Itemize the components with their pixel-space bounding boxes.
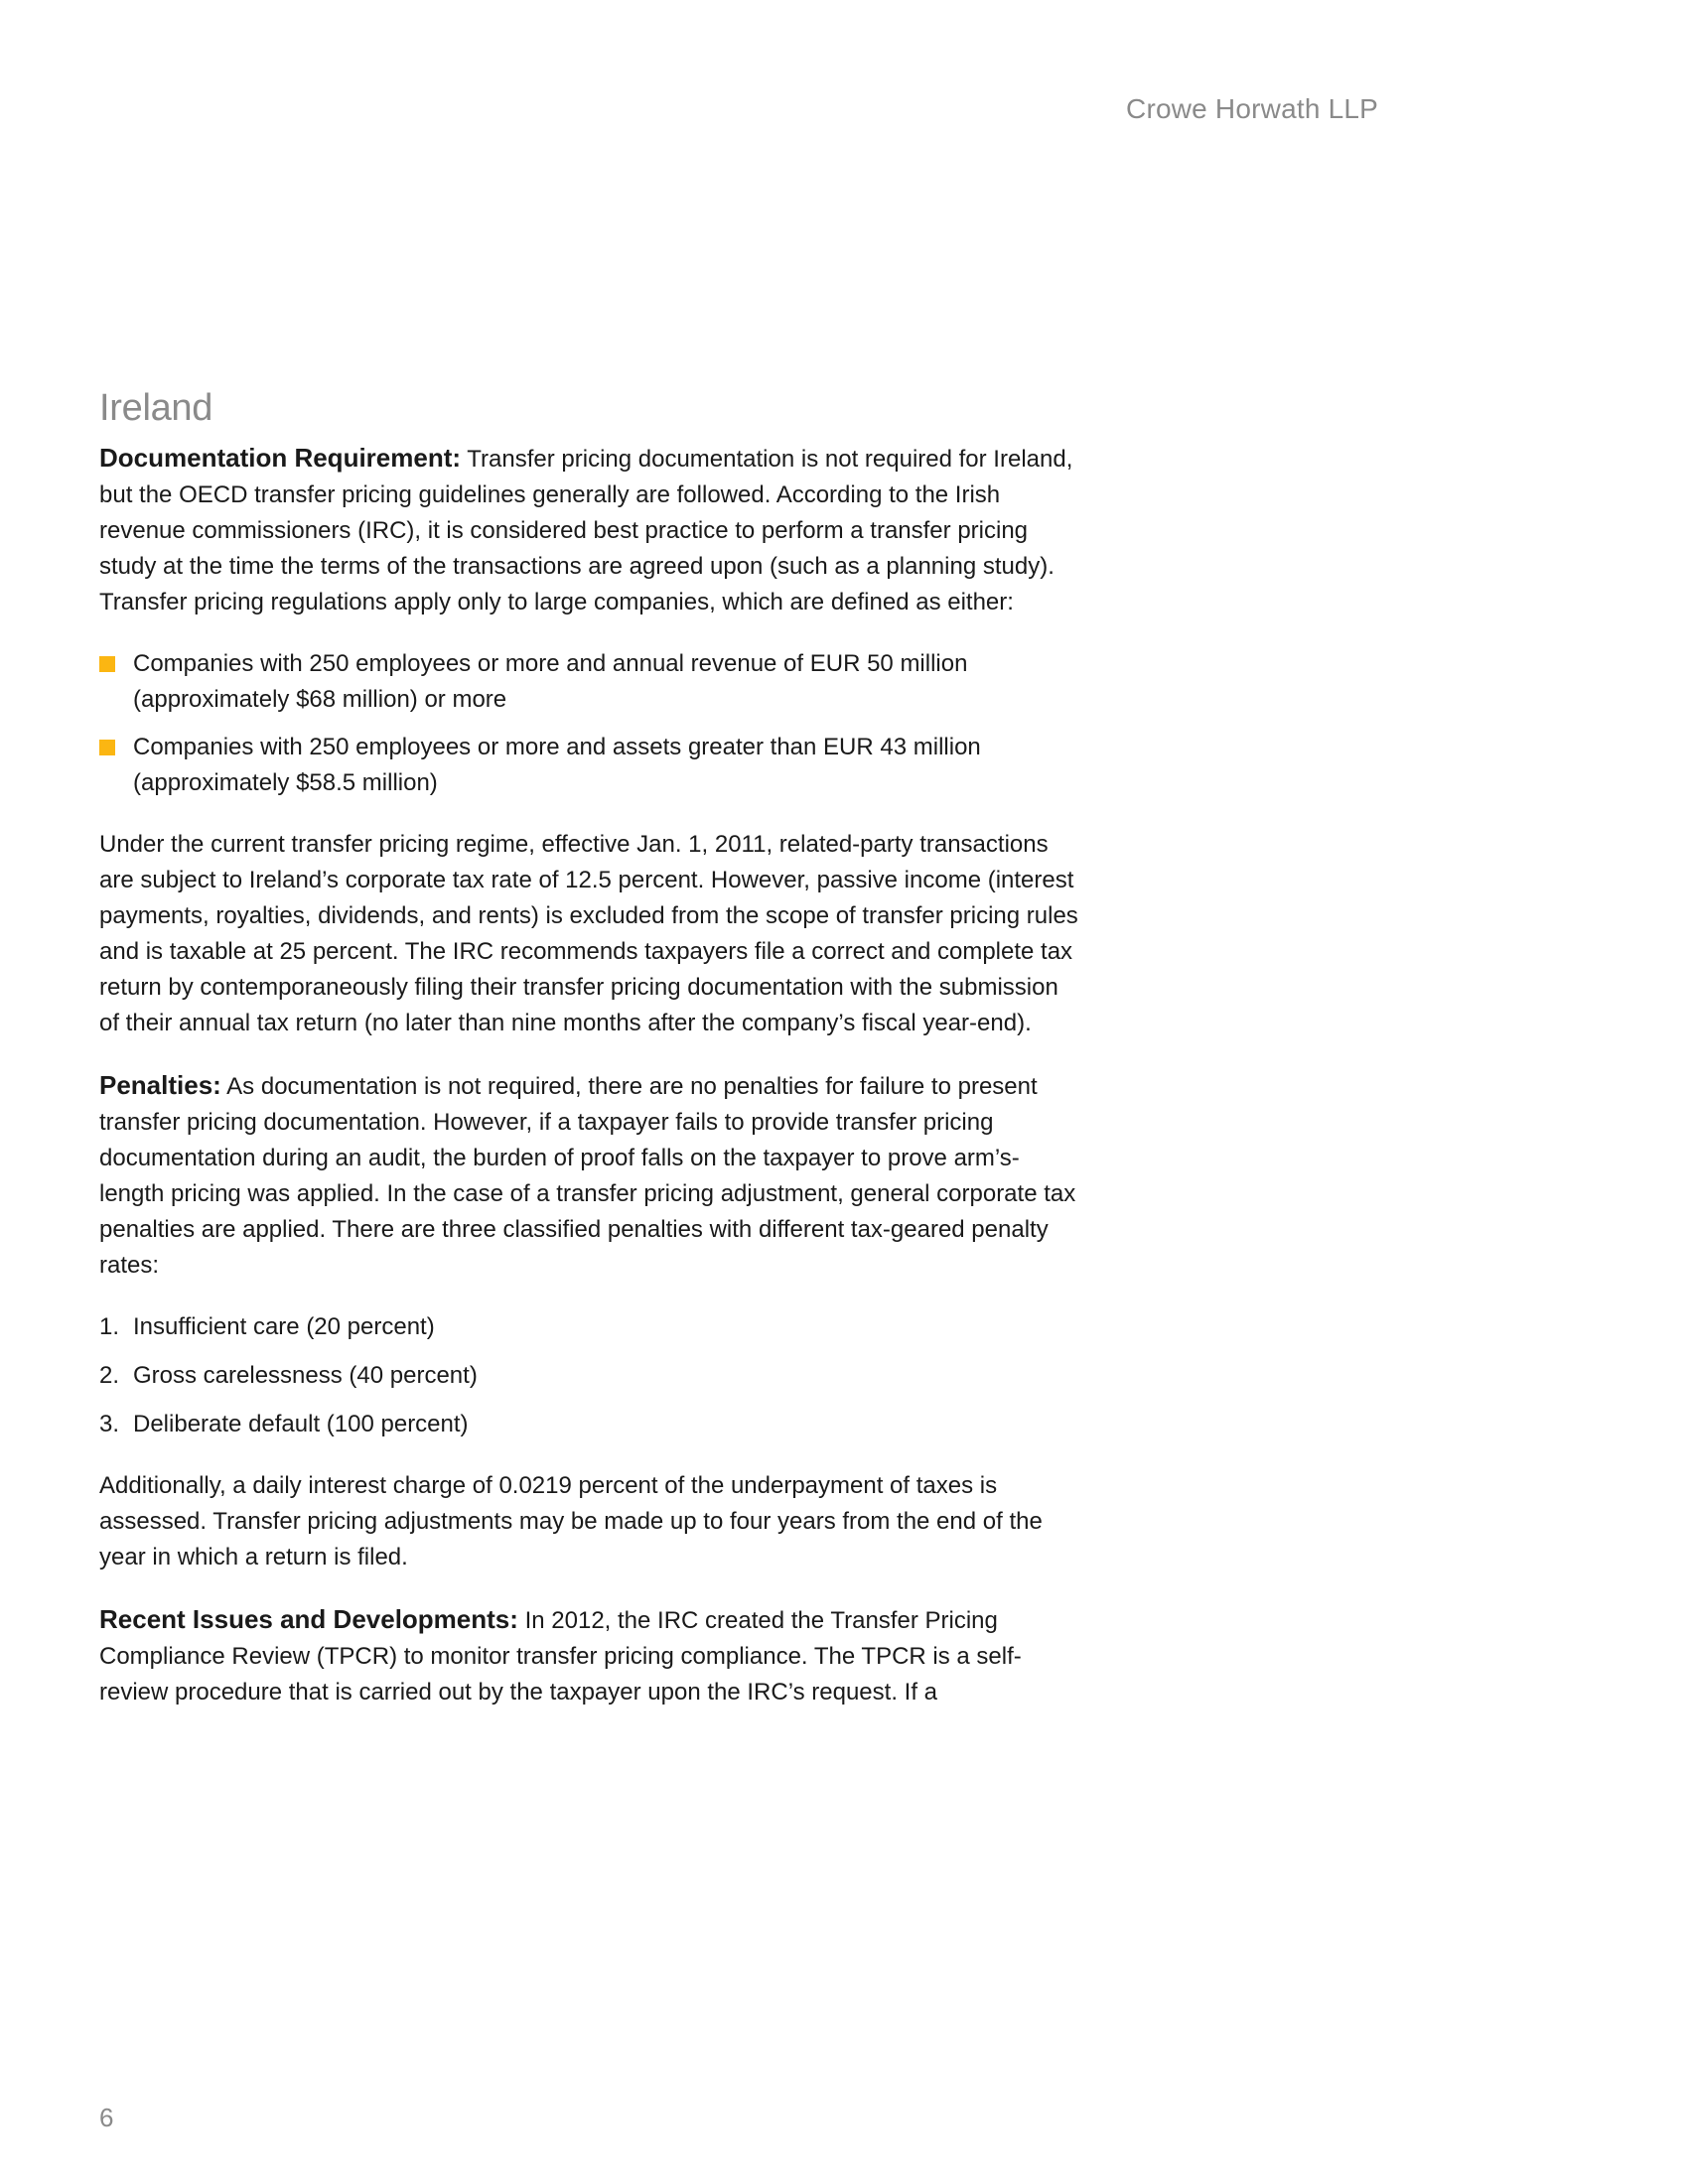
square-bullet-icon (99, 740, 115, 755)
list-item (99, 1407, 1082, 1442)
list-item-text: Insufficient care (20 percent) (133, 1313, 435, 1340)
documentation-text: Transfer pricing documentation is not required for Ireland, but the OECD transfer pricing guidelines generally are followed. According to the Irish revenue commissioners (IRC), it is considered best practice to perform a transfer pricing study at the time the terms of the transactions are agreed upon (such as a planning study). Transfer pricing regulations apply only to large companies, which are defined as either: (99, 446, 1073, 615)
documentation-lead: Documentation Requirement: (99, 443, 462, 473)
list-item (99, 1358, 1082, 1394)
section-title: Ireland (99, 387, 213, 429)
list-item-text: Deliberate default (100 percent) (133, 1411, 469, 1437)
page-content (99, 387, 1082, 1736)
penalties-text: As documentation is not required, there are no penalties for failure to present transfer pricing documentation. However, if a taxpayer fails to provide transfer pricing documentation during an audit, the burden of proof falls on the taxpayer to prove arm’s-length pricing was applied. In the case of a transfer pricing adjustment, general corporate tax penalties are applied. There are three classified penalties with different tax-geared penalty rates: (99, 1073, 1076, 1279)
list-item (99, 1309, 1082, 1345)
documentation-paragraph (99, 440, 1082, 620)
penalties-lead: Penalties: (99, 1070, 221, 1100)
penalties-paragraph (99, 1067, 1082, 1284)
recent-developments-lead: Recent Issues and Developments: (99, 1604, 518, 1634)
recent-developments-paragraph (99, 1601, 1082, 1710)
list-item-text: Gross carelessness (40 percent) (133, 1362, 478, 1389)
list-item-number: 2. (99, 1362, 120, 1389)
regime-paragraph: Under the current transfer pricing regime, effective Jan. 1, 2011, related-party transactions are subject to Ireland’s corporate tax rate of 12.5 percent. However, passive income (interest payments, royalties, dividends, and rents) is excluded from the scope of transfer pricing rules and is taxable at 25 percent. The IRC recommends taxpayers file a correct and complete tax return by contemporaneously filing their transfer pricing documentation with the submission of their annual tax return (no later than nine months after the company’s fiscal year-end). (99, 831, 1078, 1036)
recent-developments-text: In 2012, the IRC created the Transfer Pricing Compliance Review (TPCR) to monitor transfer pricing compliance. The TPCR is a self-review procedure that is carried out by the taxpayer upon the IRC’s request. If a (99, 1607, 1022, 1706)
list-item-number: 1. (99, 1313, 120, 1340)
square-bullet-icon (99, 656, 115, 672)
list-item-text: Companies with 250 employees or more and annual revenue of EUR 50 million (approximately $68 million) or more (133, 650, 968, 713)
firm-name-header: Crowe Horwath LLP (1126, 93, 1378, 124)
large-company-criteria-list (99, 646, 1082, 801)
list-item-text: Companies with 250 employees or more and assets greater than EUR 43 million (approximately $58.5 million) (133, 734, 981, 796)
interest-charge-paragraph: Additionally, a daily interest charge of 0.0219 percent of the underpayment of taxes is assessed. Transfer pricing adjustments may be made up to four years from the end of the year in which a return is filed. (99, 1472, 1043, 1570)
list-item (99, 646, 1082, 718)
list-item (99, 730, 1082, 801)
page-number: 6 (99, 2103, 114, 2132)
penalty-rates-list (99, 1309, 1082, 1442)
list-item-number: 3. (99, 1411, 120, 1437)
